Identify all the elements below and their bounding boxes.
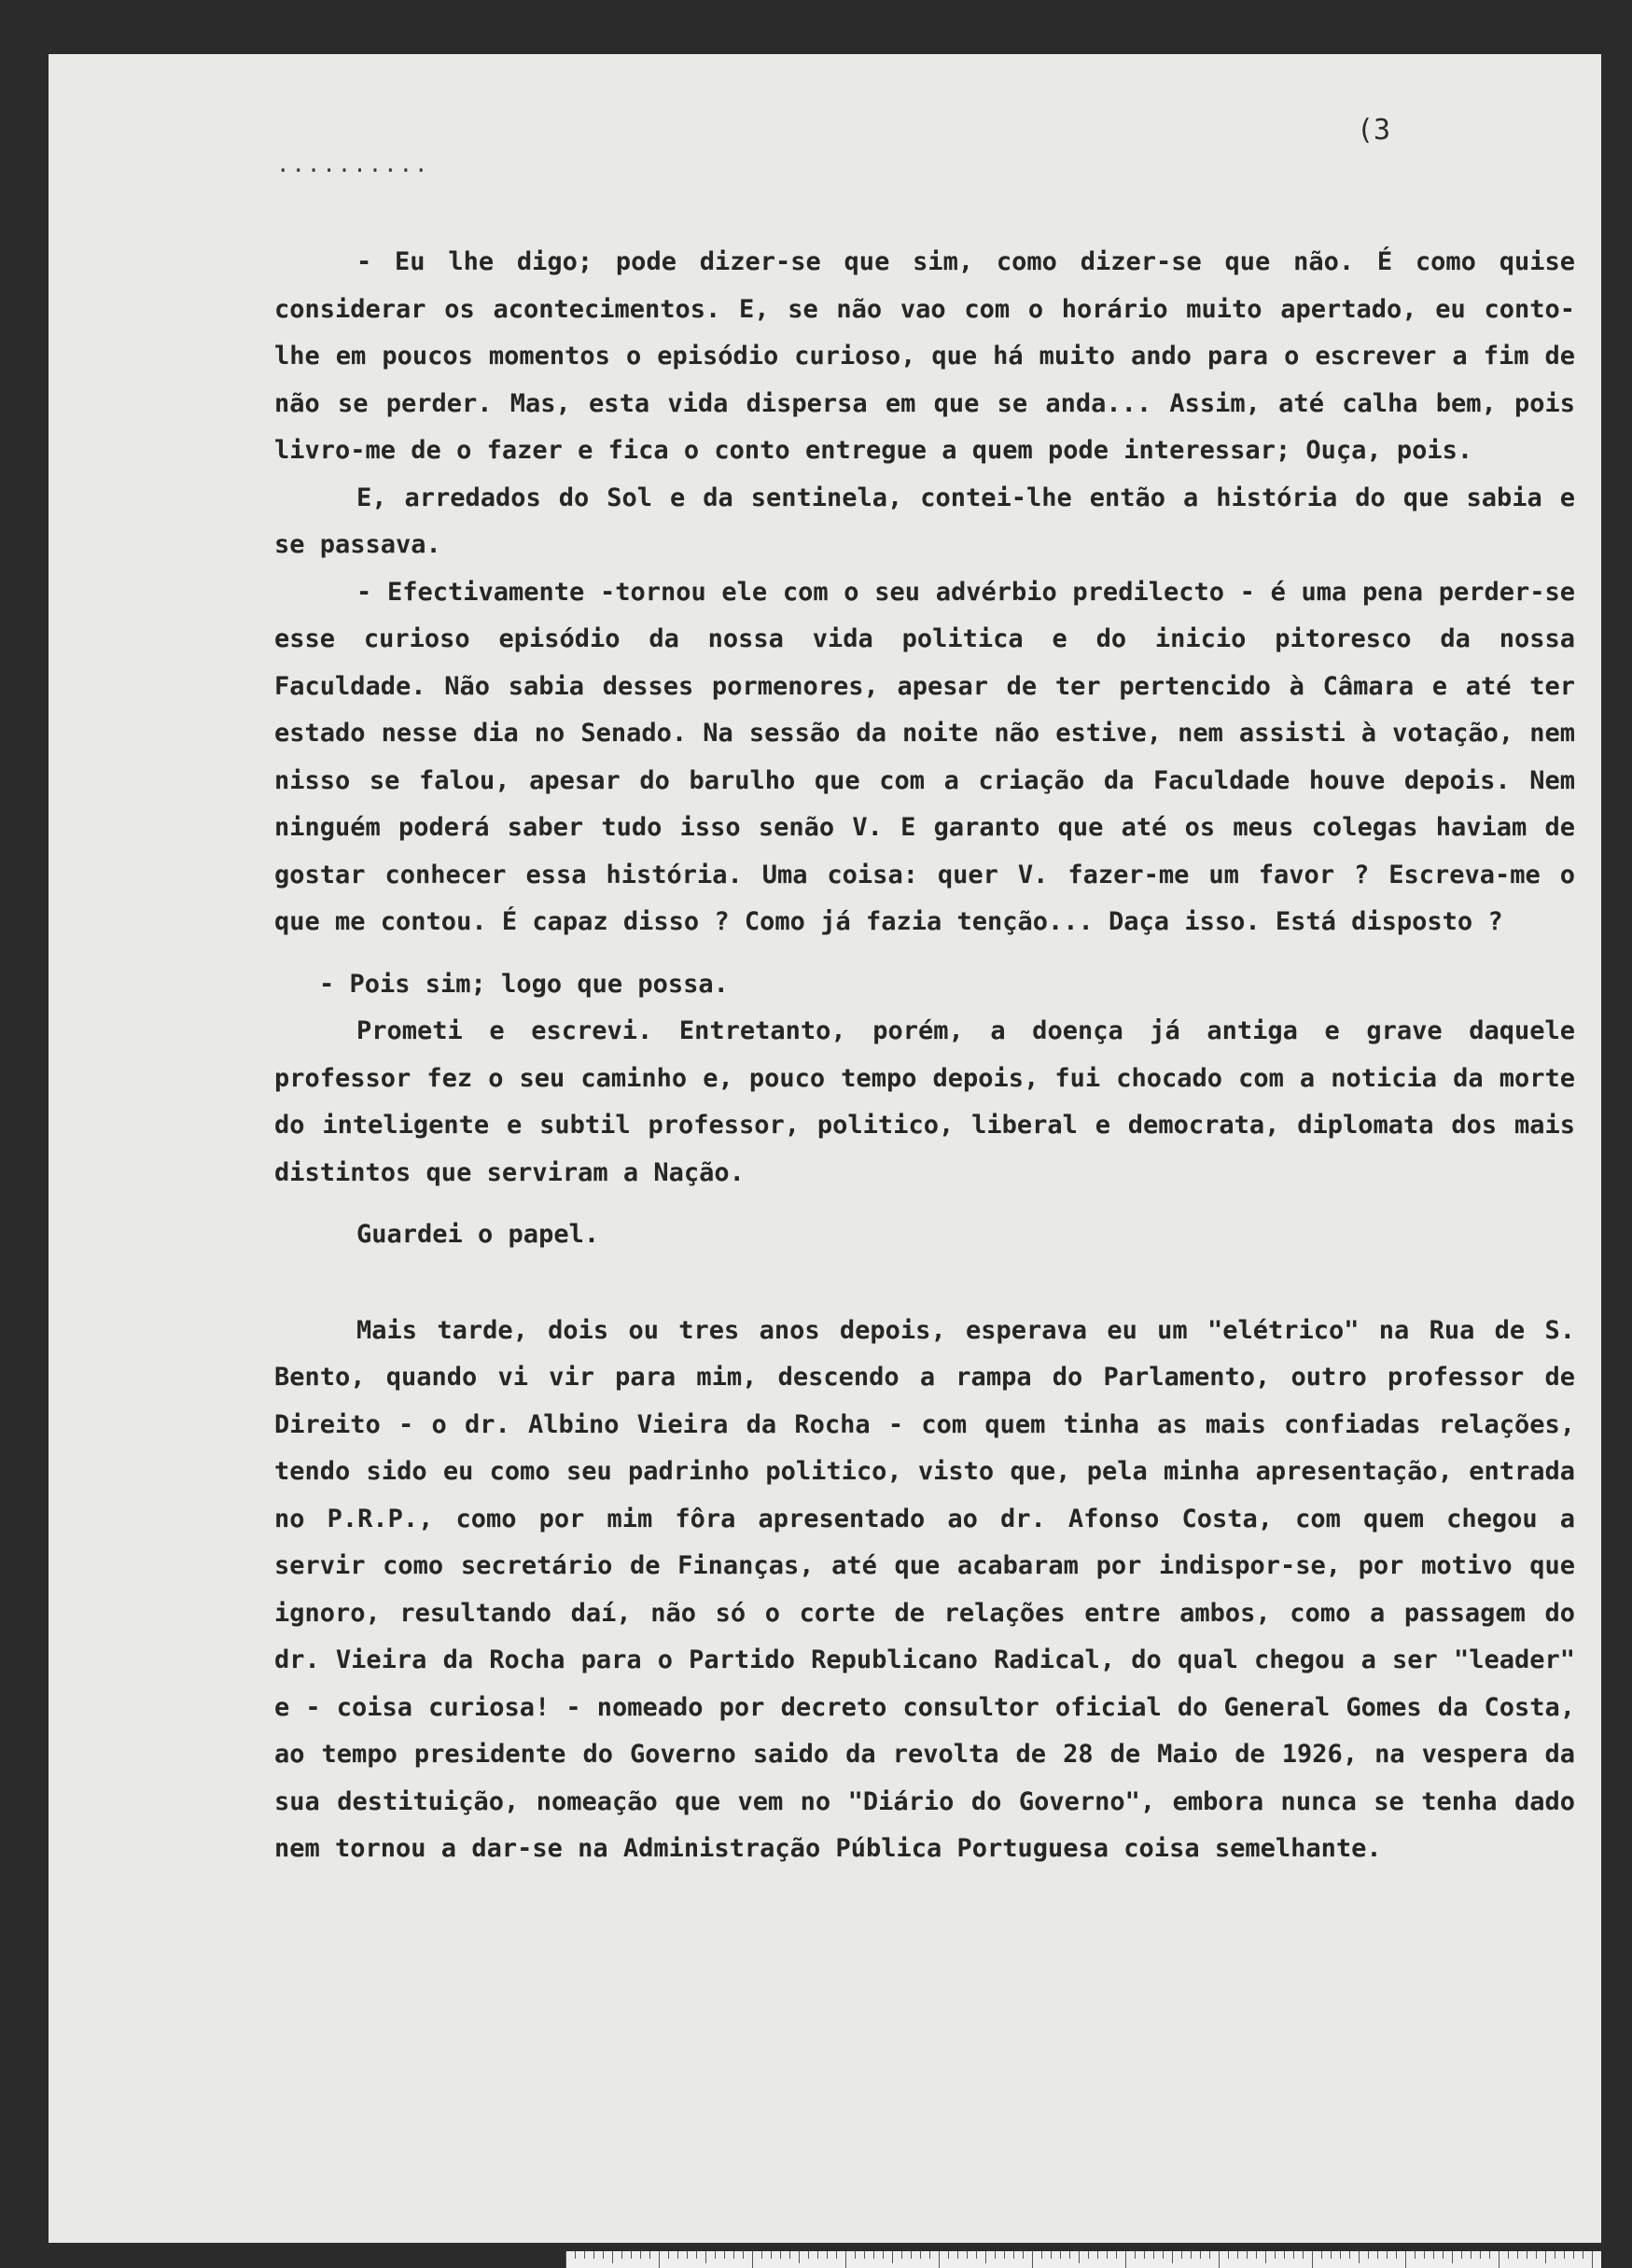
page-number: (3 <box>1357 114 1391 147</box>
paragraph: - Efectivamente -tornou ele com o seu advérbio predilecto - é uma pena perder-se esse curioso episódio da nossa vida politica e do inicio pitoresco da nossa Faculdade. Não sabia desses pormenores, apesar de ter pertencido à Câmara e até ter estado nesse dia no Senado. Na sessão da noite não estive, nem assisti à votação, nem nisso se falou, apesar do barulho que com a criação da Faculdade houve depois. Nem ninguém poderá saber tudo isso senão V. E garanto que até os meus colegas haviam de gostar conhecer essa história. Uma coisa: quer V. fazer-me um favor ? Escreva-me o que me contou. É capaz disso ? Como já fazia tenção... Daça isso. Está disposto ? <box>274 577 1575 936</box>
document-body <box>274 239 1575 1873</box>
paragraph: E, arredados do Sol e da sentinela, contei-lhe então a história do que sabia e se passava. <box>274 483 1575 559</box>
paragraph: Guardei o papel. <box>356 1220 600 1249</box>
paragraph: Mais tarde, dois ou tres anos depois, esperava eu um "elétrico" na Rua de S. Bento, quando vi vir para mim, descendo a rampa do Parlamento, outro professor de Direito - o dr. Albino Vieira da Rocha - com quem tinha as mais confiadas relações, tendo sido eu como seu padrinho politico, visto que, pela minha apresentação, entrada no P.R.P., como por mim fôra apresentado ao dr. Afonso Costa, com quem chegou a servir como secretário de Finanças, até que acabaram por indispor-se, por motivo que ignoro, resultando daí, não só o corte de relações entre ambos, como a passagem do dr. Vieira da Rocha para o Partido Republicano Radical, do qual chegou a ser "leader" e - coisa curiosa! - nomeado por decreto consultor oficial do General Gomes da Costa, ao tempo presidente do Governo saido da revolta de 28 de Maio de 1926, na vespera da sua destituição, nomeação que vem no "Diário do Governo", embora nunca se tenha dado nem tornou a dar-se na Administração Pública Portuguesa coisa semelhante. <box>274 1315 1575 1863</box>
paragraph: - Pois sim; logo que possa. <box>319 969 729 999</box>
paragraph: - Eu lhe digo; pode dizer-se que sim, como dizer-se que não. É como quise considerar os acontecimentos. E, se não vao com o horário muito apertado, eu conto-lhe em poucos momentos o episódio curioso, que há muito ando para o escrever a fim de não se perder. Mas, esta vida dispersa em que se anda... Assim, até calha bem, pois livro-me de o fazer e fica o conto entregue a quem pode interessar; Ouça, pois. <box>274 247 1575 465</box>
scan-ruler <box>565 2251 1601 2268</box>
paragraph: Prometi e escrevi. Entretanto, porém, a doença já antiga e grave daquele professor fez o seu caminho e, pouco tempo depois, fui chocado com a noticia da morte do inteligente e subtil professor, politico, liberal e democrata, diplomata dos mais distintos que serviram a Nação. <box>274 1016 1575 1187</box>
continuation-dots: .......... <box>276 151 430 177</box>
ruler-ticks <box>565 2251 1601 2268</box>
